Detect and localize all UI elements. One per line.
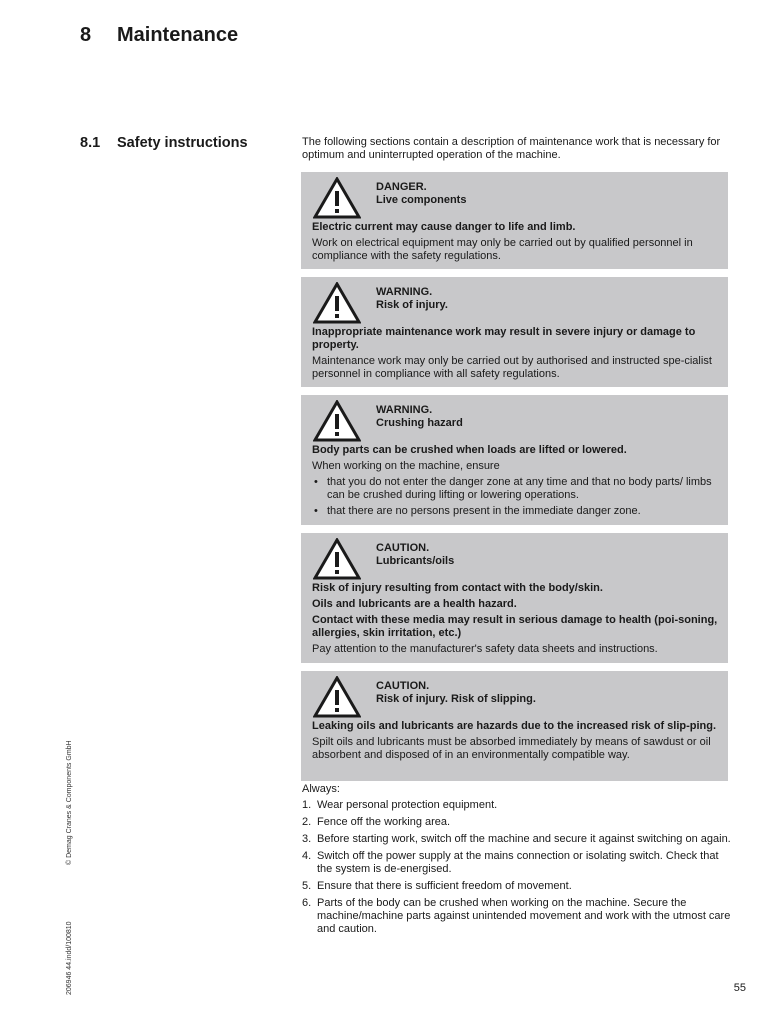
safety-box-header: [312, 404, 718, 444]
section-title: Safety instructions: [117, 135, 248, 151]
list-item-number: 1.: [302, 799, 312, 811]
warning-triangle-icon: [313, 282, 361, 324]
side-document-id: 206946 44.indd/100810: [66, 921, 73, 995]
list-item-text: Fence off the working area.: [317, 816, 451, 828]
chapter-number: 8: [80, 24, 92, 46]
safety-box-title: [376, 286, 448, 312]
safety-box-title: [376, 680, 536, 706]
safety-bold-line: Body parts can be crushed when loads are lifted or lowered.: [312, 444, 627, 456]
list-item: [302, 816, 732, 829]
list-item: [302, 897, 732, 936]
section-heading: [80, 135, 248, 151]
safety-box: [301, 533, 728, 663]
always-items: [302, 799, 732, 936]
safety-text: Pay attention to the manufacturer's safety data sheets and instructions.: [312, 643, 658, 655]
chapter-heading: [80, 24, 238, 47]
safety-signal-word: CAUTION.: [376, 680, 430, 692]
safety-box-header: [312, 286, 718, 326]
safety-subtitle: Lubricants/oils: [376, 555, 455, 567]
always-list: [302, 783, 732, 940]
safety-subtitle: Live components: [376, 194, 467, 206]
list-item-number: 4.: [302, 850, 312, 862]
safety-box-header: [312, 680, 718, 720]
list-item: [302, 799, 732, 812]
safety-subtitle: Risk of injury.: [376, 299, 448, 311]
safety-box-title: [376, 542, 454, 568]
warning-triangle-icon: [313, 676, 361, 718]
list-item: [302, 833, 732, 846]
safety-text: Work on electrical equipment may only be carried out by qualified personnel in compliance with the safety regulations.: [312, 237, 693, 262]
safety-signal-word: DANGER.: [376, 181, 427, 193]
list-item-text: Ensure that there is sufficient freedom of movement.: [317, 880, 572, 892]
list-item: [302, 850, 732, 876]
intro-paragraph: The following sections contain a description of maintenance work that is necessary for optimum and uninterrupted operation of the machine.: [302, 136, 721, 161]
safety-box: [301, 671, 728, 781]
list-item: [302, 880, 732, 893]
safety-box: [301, 277, 728, 387]
safety-bullets: [312, 476, 718, 518]
safety-box-title: [376, 404, 463, 430]
list-item-number: 3.: [302, 833, 312, 845]
safety-signal-word: WARNING.: [376, 404, 433, 416]
chapter-title: Maintenance: [117, 24, 239, 46]
section-number: 8.1: [80, 135, 101, 151]
safety-text: When working on the machine, ensure: [312, 460, 500, 472]
safety-box-title: [376, 181, 466, 207]
safety-bold-line: Risk of injury resulting from contact with the body/skin.: [312, 582, 603, 594]
list-item-text: Switch off the power supply at the mains connection or isolating switch. Check that the system is de-energised.: [317, 850, 719, 875]
safety-subtitle: Crushing hazard: [376, 417, 463, 429]
warning-triangle-icon: [313, 177, 361, 219]
bullet-item: • that there are no persons present in the immediate danger zone.: [312, 505, 718, 518]
safety-signal-word: CAUTION.: [376, 542, 430, 554]
safety-signal-word: WARNING.: [376, 286, 433, 298]
safety-text: Maintenance work may only be carried out by authorised and instructed spe-cialist personnel in compliance with all safety regulations.: [312, 355, 712, 380]
safety-box-header: [312, 181, 718, 221]
list-item-text: Before starting work, switch off the machine and secure it against switching on again.: [317, 833, 731, 845]
always-heading: Always:: [302, 783, 340, 795]
list-item-number: 5.: [302, 880, 312, 892]
safety-bold-line: Electric current may cause danger to life and limb.: [312, 221, 576, 233]
safety-bold-line: Leaking oils and lubricants are hazards due to the increased risk of slip-ping.: [312, 720, 717, 732]
safety-box: [301, 395, 728, 525]
list-item-number: 6.: [302, 897, 312, 909]
warning-triangle-icon: [313, 538, 361, 580]
safety-bold-line: Inappropriate maintenance work may result in severe injury or damage to property.: [312, 326, 696, 351]
safety-subtitle: Risk of injury. Risk of slipping.: [376, 693, 536, 705]
safety-box-header: [312, 542, 718, 582]
bullet-item: • that you do not enter the danger zone at any time and that no body parts/ limbs can be crushed during lifting or lowering operations.: [312, 476, 718, 502]
warning-triangle-icon: [313, 400, 361, 442]
list-item-text: Parts of the body can be crushed when working on the machine. Secure the machine/machine parts against unintended movement and work with the utmost care and caution.: [317, 897, 731, 935]
safety-box: [301, 172, 728, 269]
list-item-text: Wear personal protection equipment.: [317, 799, 498, 811]
safety-bold-line: Contact with these media may result in serious damage to health (poi-soning, allergies, skin irritation, etc.): [312, 614, 718, 639]
page-number: 55: [733, 982, 746, 994]
safety-text: Spilt oils and lubricants must be absorbed immediately by means of sawdust or oil absorbent and disposed of in an environmentally compatible way.: [312, 736, 711, 761]
side-copyright: © Demag Cranes & Components GmbH: [66, 740, 73, 865]
list-item-number: 2.: [302, 816, 312, 828]
safety-bold-line: Oils and lubricants are a health hazard.: [312, 598, 517, 610]
